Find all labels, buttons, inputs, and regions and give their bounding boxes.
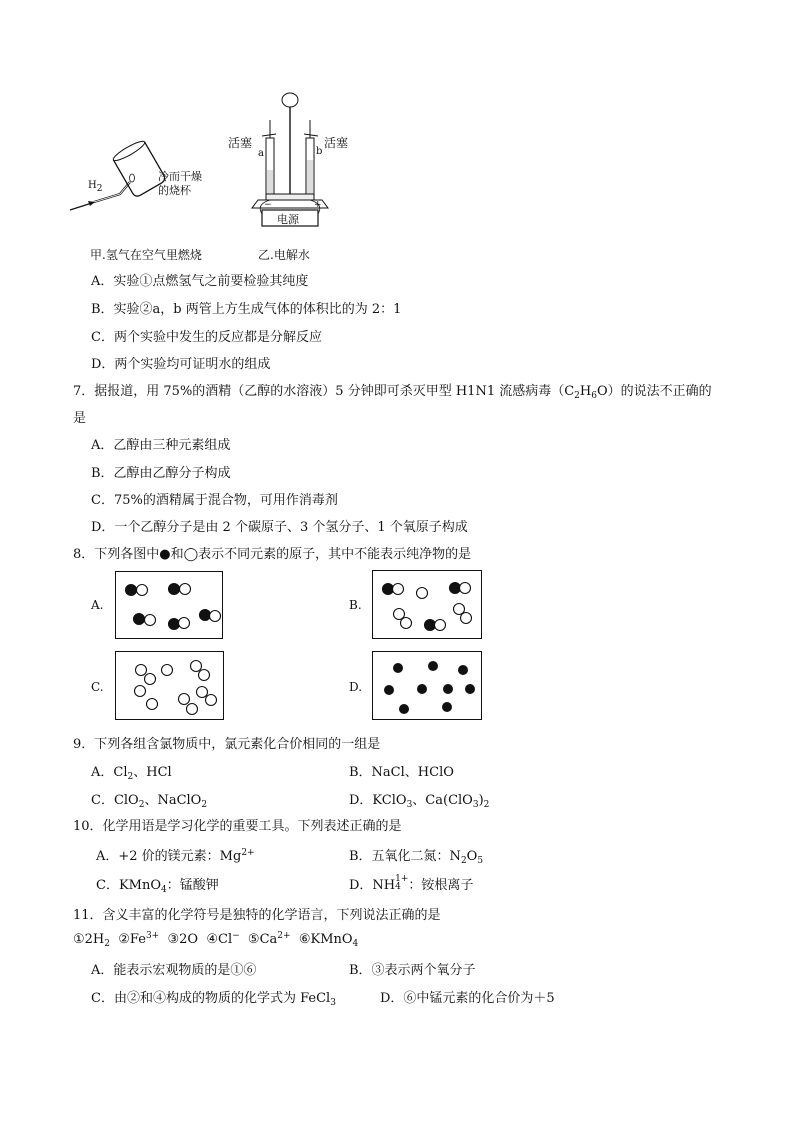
q10-stem: 10．化学用语是学习化学的重要工具。下列表述正确的是 <box>73 819 402 834</box>
q7-option-d: D．一个乙醇分子是由 2 个碳原子、3 个氢分子、1 个氧原子构成 <box>91 520 468 535</box>
q9-option-b: B．NaCl、HClO <box>349 765 454 780</box>
q8-stem: 8．下列各图中●和◯表示不同元素的原子，其中不能表示纯净物的是 <box>73 547 472 562</box>
q9-stem: 9．下列各组含氯物质中，氯元素化合价相同的一组是 <box>73 737 381 752</box>
q10-option-b: B．五氧化二氮：$N_2O_5$ <box>349 849 484 866</box>
q9-option-d: D．KClO$_3$、$Ca(ClO_3)_2$ <box>349 793 490 810</box>
beaker-label: 冷而干燥 的烧杯 <box>158 170 202 197</box>
q11-option-a: A．能表示宏观物质的是①⑥ <box>91 963 257 978</box>
tube-a-label: a <box>258 148 264 159</box>
q6-option-d: D．两个实验均可证明水的组成 <box>91 357 271 372</box>
q6-option-b: B．实验②a，b 两管上方生成气体的体积比的为 2：1 <box>91 302 402 317</box>
q8-box-a <box>115 571 223 639</box>
molecule-diagram-b <box>373 571 483 640</box>
experiment-figure <box>60 90 380 262</box>
q8-label-c: C. <box>91 680 104 694</box>
q7-option-a: A．乙醇由三种元素组成 <box>91 438 231 453</box>
q11-stem: 11．含义丰富的化学符号是独特的化学语言，下列说法正确的是 <box>73 908 441 923</box>
valve-right-label: 活塞 <box>324 136 349 150</box>
molecule-diagram-c <box>116 652 225 721</box>
q10-option-d: D．NH 1+ 4 ：铵根离子 <box>349 874 474 893</box>
q9-option-a: A．$Cl_2$、HCl <box>91 765 172 782</box>
q11-option-b: B．③表示两个氧分子 <box>349 963 476 978</box>
q7-stem: 7．据报道，用 75%的酒精（乙醇的水溶液）5 分钟即可杀灭甲型 H1N1 流感病毒$(C_2H_6O)$的说法不正确的 <box>73 384 712 401</box>
q7-option-c: C．75%的酒精属于混合物，可用作消毒剂 <box>91 493 338 508</box>
q8-box-b <box>372 570 482 639</box>
q11-option-c: C．由②和④构成的物质的化学式为 FeCl$_3$ <box>91 991 336 1008</box>
h2-label: H2 <box>88 180 103 194</box>
q8-label-d: D. <box>349 680 363 694</box>
plus-terminal: + <box>314 200 322 210</box>
q8-label-b: B. <box>349 598 362 612</box>
power-label: 电源 <box>277 213 299 226</box>
q11-option-d: D．⑥中锰元素的化合价为＋5 <box>380 991 555 1006</box>
q8-label-a: A. <box>91 598 104 612</box>
minus-terminal: − <box>264 200 272 210</box>
q9-option-c: C．ClO$_2$、NaClO$_2$ <box>91 793 208 810</box>
q7-option-b: B．乙醇由乙醇分子构成 <box>91 466 231 481</box>
q10-option-a: A．+2 价的镁元素：$Mg^{2+}$ <box>96 848 255 864</box>
q6-option-c: C．两个实验中发生的反应都是分解反应 <box>91 330 322 345</box>
q11-symbols: $①2H_2$ $②Fe^{3+}$ ③2O ④Cl− $⑤Ca^{2+}$ ⑥KMnO$_4$ <box>73 931 359 949</box>
molecule-diagram-a <box>116 572 224 640</box>
caption-hydrogen-burning: 甲.氢气在空气里燃烧 <box>90 248 202 262</box>
q8-box-d <box>372 651 482 720</box>
q8-box-c <box>115 651 224 720</box>
q7-stem-cont: 是 <box>73 411 87 426</box>
caption-electrolysis: 乙.电解水 <box>258 248 310 262</box>
q6-option-a: A．实验①点燃氢气之前要检验其纯度 <box>91 274 309 289</box>
valve-left-label: 活塞 <box>228 136 253 150</box>
molecule-diagram-d <box>373 652 483 721</box>
tube-b-label: b <box>316 146 323 157</box>
q10-option-c: C．KMnO$_4$：锰酸钾 <box>96 878 219 895</box>
